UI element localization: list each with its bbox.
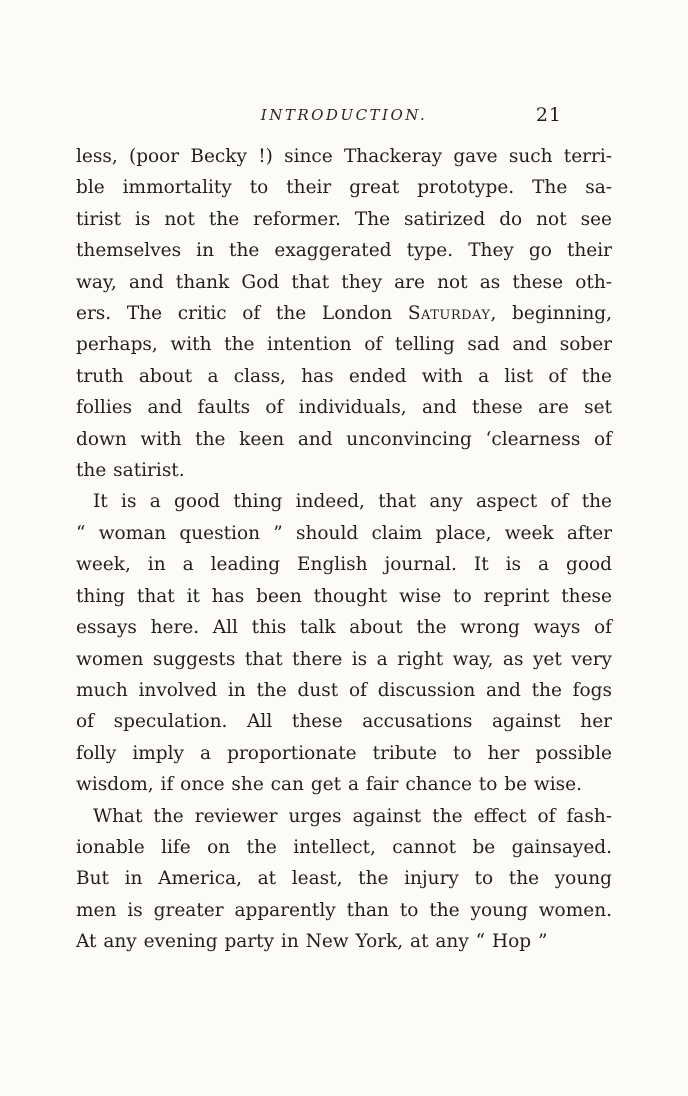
page-body bbox=[76, 141, 612, 958]
text-line: thing that it has been thought wise to reprint these bbox=[76, 585, 612, 607]
paragraph bbox=[76, 801, 612, 958]
paragraph bbox=[76, 141, 612, 486]
text-line: But in America, at least, the injury to the young bbox=[76, 868, 612, 890]
running-head bbox=[76, 106, 612, 130]
text-line: ble immortality to their great prototype. The sa- bbox=[76, 177, 612, 199]
text-line: “ woman question ” should claim place, week after bbox=[76, 522, 612, 544]
text-line: of speculation. All these accusations against her bbox=[76, 711, 612, 733]
text-line: men is greater apparently than to the young women. bbox=[76, 899, 612, 921]
text-line: What the reviewer urges against the effect of fash- bbox=[93, 805, 612, 827]
text-line: tirist is not the reformer. The satirized do not see bbox=[76, 208, 612, 230]
text-line: down with the keen and unconvincing ‘clearness of bbox=[76, 428, 612, 450]
text-line: wisdom, if once she can get a fair chance to be wise. bbox=[76, 774, 582, 796]
text-line: less, (poor Becky !) since Thackeray gave such terri- bbox=[76, 146, 612, 167]
page-number: 21 bbox=[535, 104, 562, 126]
text-line: At any evening party in New York, at any “ Hop ” bbox=[76, 931, 548, 953]
text-line: essays here. All this talk about the wrong ways of bbox=[76, 617, 612, 639]
text-line: the satirist. bbox=[76, 460, 185, 482]
text-line: follies and faults of individuals, and these are set bbox=[76, 397, 612, 419]
running-head-title: INTRODUCTION. bbox=[260, 106, 428, 124]
text-line: week, in a leading English journal. It is a good bbox=[76, 554, 612, 576]
paragraph bbox=[76, 486, 612, 800]
text-line: much involved in the dust of discussion and the fogs bbox=[76, 679, 612, 701]
text-line: It is a good thing indeed, that any aspect of the bbox=[93, 491, 612, 513]
text-line: ers. The critic of the London Saturday, beginning, bbox=[76, 303, 612, 325]
text-line: truth about a class, has ended with a list of the bbox=[76, 365, 612, 387]
text-line: themselves in the exaggerated type. They go their bbox=[76, 240, 612, 262]
text-line: way, and thank God that they are not as these oth- bbox=[76, 271, 612, 293]
text-line: ionable life on the intellect, cannot be gainsayed. bbox=[76, 836, 612, 858]
text-line: women suggests that there is a right way, as yet very bbox=[76, 648, 612, 670]
small-caps-text: Saturday bbox=[407, 303, 491, 325]
text-line: perhaps, with the intention of telling sad and sober bbox=[76, 334, 612, 356]
text-line: folly imply a proportionate tribute to her possible bbox=[76, 742, 612, 764]
